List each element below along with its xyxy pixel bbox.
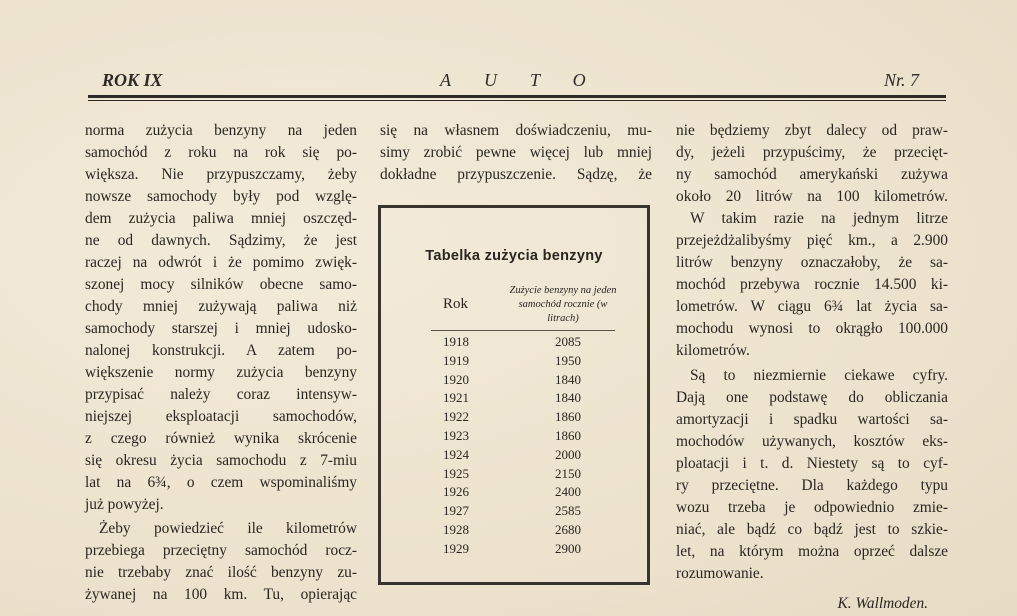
text-line: szonej mocy silników obecne samo- xyxy=(85,276,357,293)
text-line: około 20 litrów na 100 kilometrów. xyxy=(676,188,948,205)
issue-number: Nr. 7 xyxy=(884,70,920,90)
header-rule-thick xyxy=(88,95,946,98)
table-cell-year: 1920 xyxy=(443,371,469,387)
text-column-1 xyxy=(85,120,357,606)
paragraph-4 xyxy=(676,120,948,362)
table-row xyxy=(381,522,647,541)
text-line: chody mniej zużywają paliwa niż xyxy=(85,298,357,315)
table-cell-value: 2680 xyxy=(555,521,581,537)
text-line: let, na którym można oprzeć dalsze xyxy=(676,543,948,560)
table-cell-value: 1950 xyxy=(555,352,581,368)
text-line: norma zużycia benzyny na jeden xyxy=(85,122,357,139)
text-line: lat na 6¾, o czem wspominaliśmy xyxy=(85,474,357,491)
table-title: Tabelka zużycia benzyny xyxy=(425,248,603,264)
text-line: z czego również wynika skrócenie xyxy=(85,430,357,447)
fuel-usage-table xyxy=(378,205,650,585)
table-cell-year: 1925 xyxy=(443,465,469,481)
table-cell-value: 2000 xyxy=(555,446,581,462)
text-line: lometrów. W ciągu 6¾ lat życia sa- xyxy=(676,298,948,315)
table-row xyxy=(381,503,647,522)
table-header-divider xyxy=(431,330,615,331)
table-cell-year: 1923 xyxy=(443,427,469,443)
text-line: Żeby powiedzieć ile kilometrów xyxy=(99,520,357,537)
text-line: nowsze samochody były pod wzglę- xyxy=(85,188,357,205)
volume-label: ROK IX xyxy=(102,70,163,90)
text-line: mochód przebywa rocznie 14.500 ki- xyxy=(676,276,948,293)
table-cell-year: 1922 xyxy=(443,409,469,425)
table-header-usage: Zużycie benzyny na jeden samochód rocznie (w litrach) xyxy=(509,285,617,324)
text-line: mochodu wynosi to okrągło 100.000 xyxy=(676,320,948,337)
table-row xyxy=(381,353,647,372)
table-cell-value: 1840 xyxy=(555,371,581,387)
magazine-title: AUTO xyxy=(440,70,619,90)
text-line: nie będziemy zbyt dalecy od praw- xyxy=(676,122,948,139)
text-line: ry przeciętne. Dla każdego typu xyxy=(676,477,948,494)
text-line: się okresu życia samochodu z 7-miu xyxy=(85,452,357,469)
table-row xyxy=(381,447,647,466)
text-line: ploatacji i t. d. Niestety są to cyf- xyxy=(676,455,948,472)
text-column-3 xyxy=(676,120,948,615)
text-line: dy, jeżeli przypuścimy, że przecięt- xyxy=(676,144,948,161)
text-line: mochodów używanych, kosztów eks- xyxy=(676,433,948,450)
text-line: żywanej na 100 km. Tu, opierając xyxy=(85,586,357,603)
table-cell-year: 1927 xyxy=(443,503,469,519)
table-cell-year: 1926 xyxy=(443,484,469,500)
table-row xyxy=(381,466,647,485)
text-line: przypisać należy coraz intensyw- xyxy=(85,386,357,403)
author-signature: K. Wallmoden. xyxy=(837,595,928,612)
text-line: simy zrobić pewne więcej lub mniej xyxy=(380,144,652,161)
table-cell-value: 2150 xyxy=(555,465,581,481)
text-line: Są to niezmiernie ciekawe cyfry. xyxy=(690,367,948,384)
text-line: już powyżej. xyxy=(85,496,164,513)
table-header-year: Rok xyxy=(443,296,469,312)
text-column-2 xyxy=(380,120,652,186)
table-cell-year: 1928 xyxy=(443,521,469,537)
table-row xyxy=(381,334,647,353)
text-line: ny samochód amerykański zużywa xyxy=(676,166,948,183)
table-cell-value: 1860 xyxy=(555,409,581,425)
text-line: litrów benzyny oznaczałoby, że sa- xyxy=(676,254,948,271)
page-header xyxy=(0,68,1017,94)
table-row xyxy=(381,428,647,447)
text-line: się na własnem doświadczeniu, mu- xyxy=(380,122,652,139)
text-line: większenie normy zużycia benzyny xyxy=(85,364,357,381)
header-rule-thin xyxy=(88,100,946,101)
text-line: przebiega przeciętny samochód rocz- xyxy=(85,542,357,559)
text-line: nalonej konstrukcji. A zatem po- xyxy=(85,342,357,359)
table-cell-year: 1918 xyxy=(443,334,469,349)
table-cell-year: 1921 xyxy=(443,390,469,406)
text-line: dem zużycia paliwa mniej oszczęd- xyxy=(85,210,357,227)
table-body xyxy=(381,334,647,560)
text-line: samochody starszej i mniej udosko- xyxy=(85,320,357,337)
table-row xyxy=(381,390,647,409)
paragraph-2 xyxy=(85,518,357,606)
text-line: dokładne przypuszczenie. Sądzę, że xyxy=(380,166,652,183)
table-cell-value: 1840 xyxy=(555,390,581,406)
text-line: ne od dawnych. Sądzimy, że jest xyxy=(85,232,357,249)
text-line: niejszej eksploatacji samochodów, xyxy=(85,408,357,425)
table-cell-year: 1929 xyxy=(443,540,469,556)
table-row xyxy=(381,541,647,560)
text-line: nie trzebaby znać ilość benzyny zu- xyxy=(85,564,357,581)
table-cell-value: 1860 xyxy=(555,427,581,443)
text-line: amortyzacji i spadku wartości sa- xyxy=(676,411,948,428)
paragraph-5 xyxy=(676,365,948,585)
text-line: przejeżdżalibyśmy pięć km., a 2.900 xyxy=(676,232,948,249)
text-line: raczej na odwrót i że pomimo zwięk- xyxy=(85,254,357,271)
text-line: kilometrów. xyxy=(676,342,750,359)
table-cell-value: 2085 xyxy=(555,334,581,349)
text-line: większa. Nie przypuszczamy, żeby xyxy=(85,166,357,183)
text-line: W takim razie na jednym litrze xyxy=(690,210,948,227)
table-cell-value: 2585 xyxy=(555,503,581,519)
paragraph-3 xyxy=(380,120,652,186)
text-line: samochód z roku na rok się po- xyxy=(85,144,357,161)
table-row xyxy=(381,484,647,503)
text-line: wozu trzeba je odpowiednio zmie- xyxy=(676,499,948,516)
text-line: niać, ale bądź co bądź jest to szkie- xyxy=(676,521,948,538)
text-line: Dają one podstawę do obliczania xyxy=(676,389,948,406)
table-cell-year: 1919 xyxy=(443,352,469,368)
table-row xyxy=(381,409,647,428)
table-cell-value: 2400 xyxy=(555,484,581,500)
table-cell-value: 2900 xyxy=(555,540,581,556)
table-cell-year: 1924 xyxy=(443,446,469,462)
table-row xyxy=(381,372,647,391)
paragraph-1 xyxy=(85,120,357,516)
text-line: rozumowanie. xyxy=(676,565,764,582)
